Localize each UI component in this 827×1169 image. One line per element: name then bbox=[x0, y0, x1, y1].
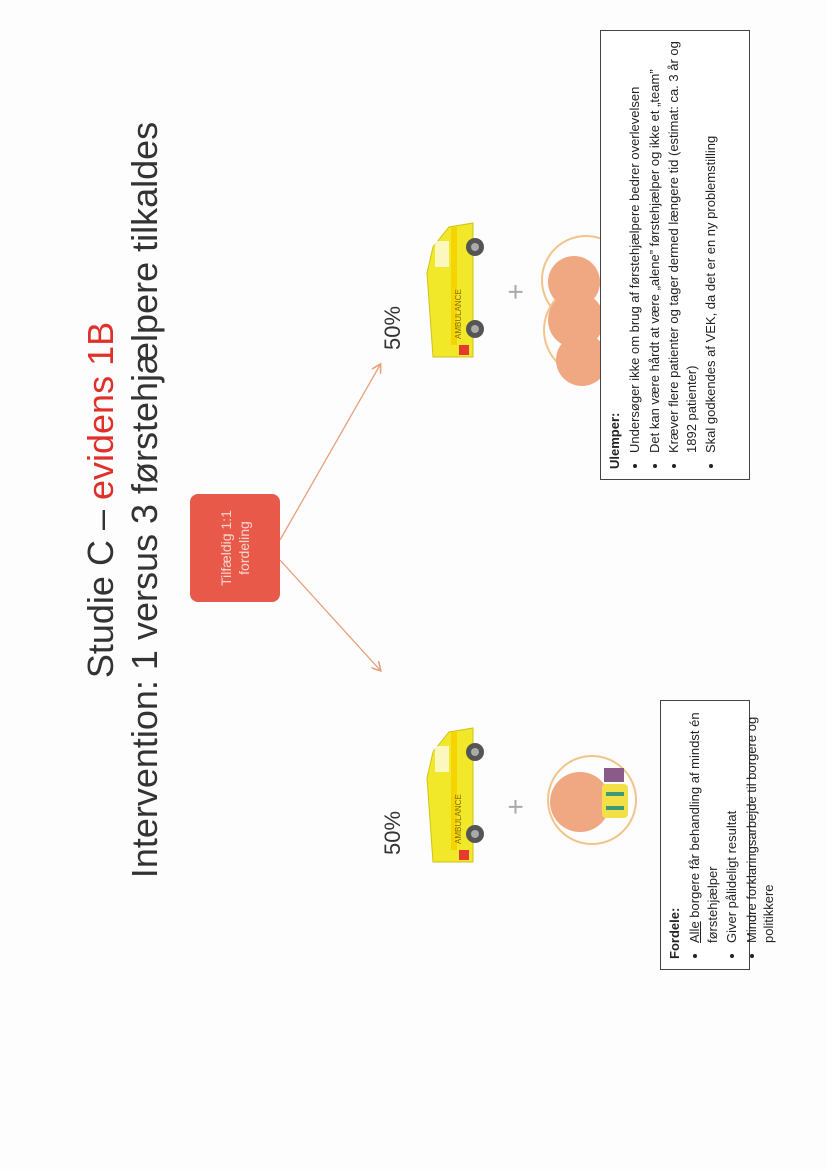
slide-subtitle: Intervention: 1 versus 3 førstehjælpere tilkaldes bbox=[124, 121, 165, 879]
arrow-left bbox=[280, 560, 380, 670]
cons-item: • Undersøger ikke om brug af førstehjælpere bedrer overlevelsen bbox=[626, 41, 644, 453]
pros-item-emph: Alle bbox=[687, 921, 702, 943]
pros-box bbox=[660, 700, 777, 970]
pros-item bbox=[743, 711, 778, 943]
pros-list bbox=[686, 711, 778, 959]
cons-item: • Skal godkendes af VEK, da det er en ny problemstilling bbox=[702, 41, 720, 453]
cons-heading: Ulemper: bbox=[607, 412, 622, 469]
plus-icon: + bbox=[500, 283, 531, 300]
ambulance-label: AMBULANCE bbox=[454, 794, 463, 844]
left-percent: 50% bbox=[380, 810, 405, 855]
rotated-slide bbox=[80, 0, 777, 1000]
arrow-right bbox=[280, 365, 380, 540]
pros-item-text: borgere får behandling af mindst én førstehjælper bbox=[687, 712, 720, 943]
pros-item-text: Giver pålideligt resultat bbox=[724, 810, 740, 943]
pros-heading: Fordele: bbox=[667, 907, 682, 959]
pros-item bbox=[686, 711, 721, 943]
title-prefix: Studie C – bbox=[80, 500, 121, 679]
ambulance-label: AMBULANCE bbox=[454, 289, 463, 339]
cons-list bbox=[626, 41, 720, 469]
plus-icon: + bbox=[500, 798, 531, 815]
right-percent: 50% bbox=[380, 305, 405, 350]
cons-box bbox=[600, 30, 750, 480]
cons-item: • Det kan være hårdt at være „alene” førstehjælper og ikke et „team” bbox=[646, 41, 664, 453]
title-highlight: evidens 1B bbox=[80, 321, 121, 501]
ambulance-icon bbox=[415, 215, 487, 365]
first-responder-icon bbox=[530, 730, 640, 860]
pros-item-text: Mindre forklaringsarbejde til borgere og politikkere bbox=[743, 716, 777, 943]
randomization-box: Tilfældig 1:1 fordeling bbox=[190, 494, 280, 602]
ambulance-icon bbox=[415, 720, 487, 870]
cons-item: • Kræver flere patienter og tager dermed længere tid (estimat: ca. 3 år og 1892 patienter) bbox=[665, 41, 700, 453]
pros-item bbox=[723, 711, 741, 943]
